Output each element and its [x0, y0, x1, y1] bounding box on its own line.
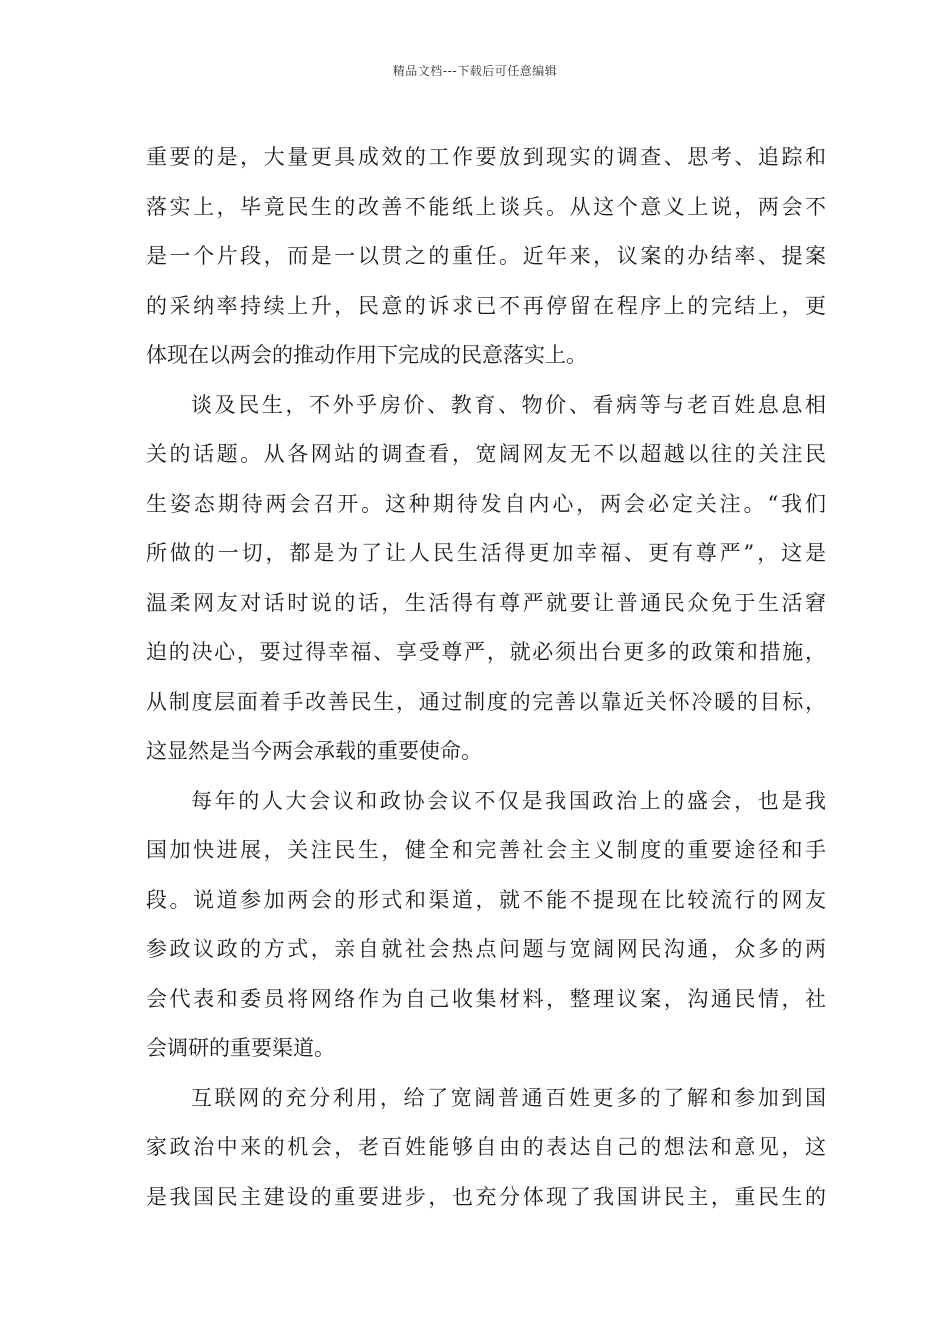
text-line: 温柔网友对话时说的话，生活得有尊严就要让普通民众免于生活窘 — [146, 590, 826, 615]
text-line: 会代表和委员将网络作为自己收集材料，整理议案，沟通民情，社 — [146, 986, 826, 1011]
text-line: 谈及民生，不外乎房价、教育、物价、看病等与老百姓息息相 — [191, 392, 826, 417]
paragraph — [146, 133, 826, 381]
text-line: 生姿态期待两会召开。这种期待发自内心，两会必定关注。“我们 — [146, 491, 826, 516]
text-line: 从制度层面着手改善民生，通过制度的完善以靠近关怀冷暖的目标， — [146, 689, 826, 714]
text-line: 迫的决心，要过得幸福、享受尊严，就必须出台更多的政策和措施， — [146, 640, 826, 664]
text-line: 是一个片段，而是一以贯之的重任。近年来，议案的办结率、提案 — [146, 244, 826, 268]
paragraph — [146, 1074, 826, 1223]
text-line: 所做的一切，都是为了让人民生活得更加幸福、更有尊严”，这是 — [146, 541, 826, 565]
text-line: 国加快进展，关注民生，健全和完善社会主义制度的重要途径和手 — [146, 838, 826, 862]
text-line: 重要的是，大量更具成效的工作要放到现实的调查、思考、追踪和 — [146, 145, 826, 169]
document-body — [146, 133, 826, 1222]
text-line: 体现在以两会的推动作用下完成的民意落实上。 — [146, 343, 587, 367]
text-line: 家政治中来的机会，老百姓能够自由的表达自己的想法和意见，这 — [146, 1135, 826, 1159]
text-line: 是我国民主建设的重要进步，也充分体现了我国讲民主，重民生的 — [146, 1184, 826, 1209]
text-line: 这显然是当今两会承载的重要使命。 — [146, 739, 482, 763]
text-line: 每年的人大会议和政协会议不仅是我国政治上的盛会，也是我 — [191, 788, 826, 813]
page-header: 精品文档---下载后可任意编辑 — [392, 64, 558, 78]
text-line: 的采纳率持续上升，民意的诉求已不再停留在程序上的完结上，更 — [146, 293, 826, 318]
text-line: 会调研的重要渠道。 — [146, 1036, 335, 1060]
text-line: 参政议政的方式，亲自就社会热点问题与宽阔网民沟通，众多的两 — [146, 937, 826, 961]
text-line: 关的话题。从各网站的调查看，宽阔网友无不以超越以往的关注民 — [146, 442, 826, 466]
paragraph — [146, 777, 826, 1074]
paragraph — [146, 381, 826, 777]
text-line: 落实上，毕竟民生的改善不能纸上谈兵。从这个意义上说，两会不 — [146, 194, 826, 219]
text-line: 段。说道参加两会的形式和渠道，就不能不提现在比较流行的网友 — [146, 887, 826, 912]
text-line: 互联网的充分利用，给了宽阔普通百姓更多的了解和参加到国 — [191, 1085, 826, 1110]
